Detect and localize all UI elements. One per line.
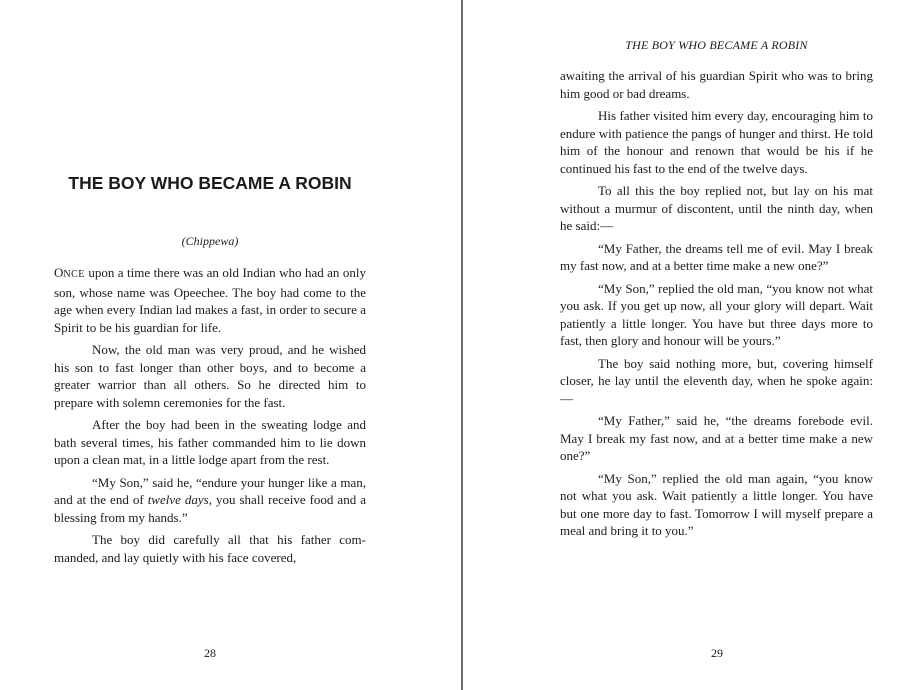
paragraph: “My Son,” replied the old man again, “you know not what you ask. Wait patiently a little longer. You have but one more day to fast. Tomorrow I will myself prepare a meal and bring it to you.” bbox=[560, 470, 873, 538]
page-number: 29 bbox=[711, 646, 723, 660]
paragraph: “My Father, the dreams tell me of evil. May I break my fast now, and at a better time make a new one?” bbox=[560, 240, 873, 273]
right-page bbox=[463, 0, 922, 690]
paragraph: His father visited him every day, encouraging him to endure with patience the pangs of hunger and thirst. He told him of the honour and renown that would be his if he continued his fast to the end of the twelve days. bbox=[560, 108, 873, 176]
paragraph-text: “My Son,” said he, “endure your hunger like a man, and at the end of bbox=[54, 474, 366, 507]
paragraph: To all this the boy replied not, but lay on his mat without a murmur of discontent, until the ninth day, when he said:— bbox=[560, 183, 873, 233]
chapter-subtitle: (Chippewa) bbox=[181, 234, 239, 248]
paragraph: awaiting the arrival of his guardian Spirit who was to bring him good or bad dreams. bbox=[560, 68, 873, 101]
small-caps-word: NCE bbox=[63, 269, 85, 280]
emphasis-text: twelve days, bbox=[147, 492, 212, 507]
paragraph: Now, the old man was very proud, and he wished his son to fast longer than other boys, and to become a greater warrior than all others. So he directed him to prepare with solemn ceremonies for the fast. bbox=[54, 342, 366, 410]
left-page-body bbox=[54, 264, 366, 571]
paragraph: “My Son,” replied the old man, “you know not what you ask. If you get up now, all your glory will depart. Wait patiently a little longer. You have but three days more to fast, then glory and honour will be yours.” bbox=[560, 280, 873, 348]
paragraph: “My Father,” said he, “the dreams forebode evil. May I break my fast now, and at a better time make a new one?” bbox=[560, 413, 873, 463]
paragraph-text: you shall receive food and a blessing from my hands.” bbox=[54, 492, 366, 525]
running-head: THE BOY WHO BECAME A ROBIN bbox=[625, 38, 808, 52]
drop-letter: O bbox=[54, 265, 64, 280]
paragraph bbox=[54, 264, 366, 336]
paragraph: The boy did carefully all that his father com-manded, and lay quietly with his face covered, bbox=[54, 532, 366, 565]
paragraph: The boy said nothing more, but, covering himself closer, he lay until the eleventh day, when he spoke again:— bbox=[560, 355, 873, 406]
paragraph bbox=[54, 474, 366, 527]
paragraph-text: upon a time there was an old Indian who had an only son, whose name was Opeechee. The boy had come to the age when every Indian lad makes a fast, in order to secure a Spirit to be his guardian for life. bbox=[54, 265, 366, 335]
paragraph: After the boy had been in the sweating lodge and bath several times, his father commanded him to lie down upon a clean mat, in a little lodge apart from the rest. bbox=[54, 417, 366, 467]
chapter-title: THE BOY WHO BECAME A ROBIN bbox=[68, 173, 352, 193]
page-number: 28 bbox=[204, 646, 216, 660]
right-page-body bbox=[560, 67, 873, 545]
